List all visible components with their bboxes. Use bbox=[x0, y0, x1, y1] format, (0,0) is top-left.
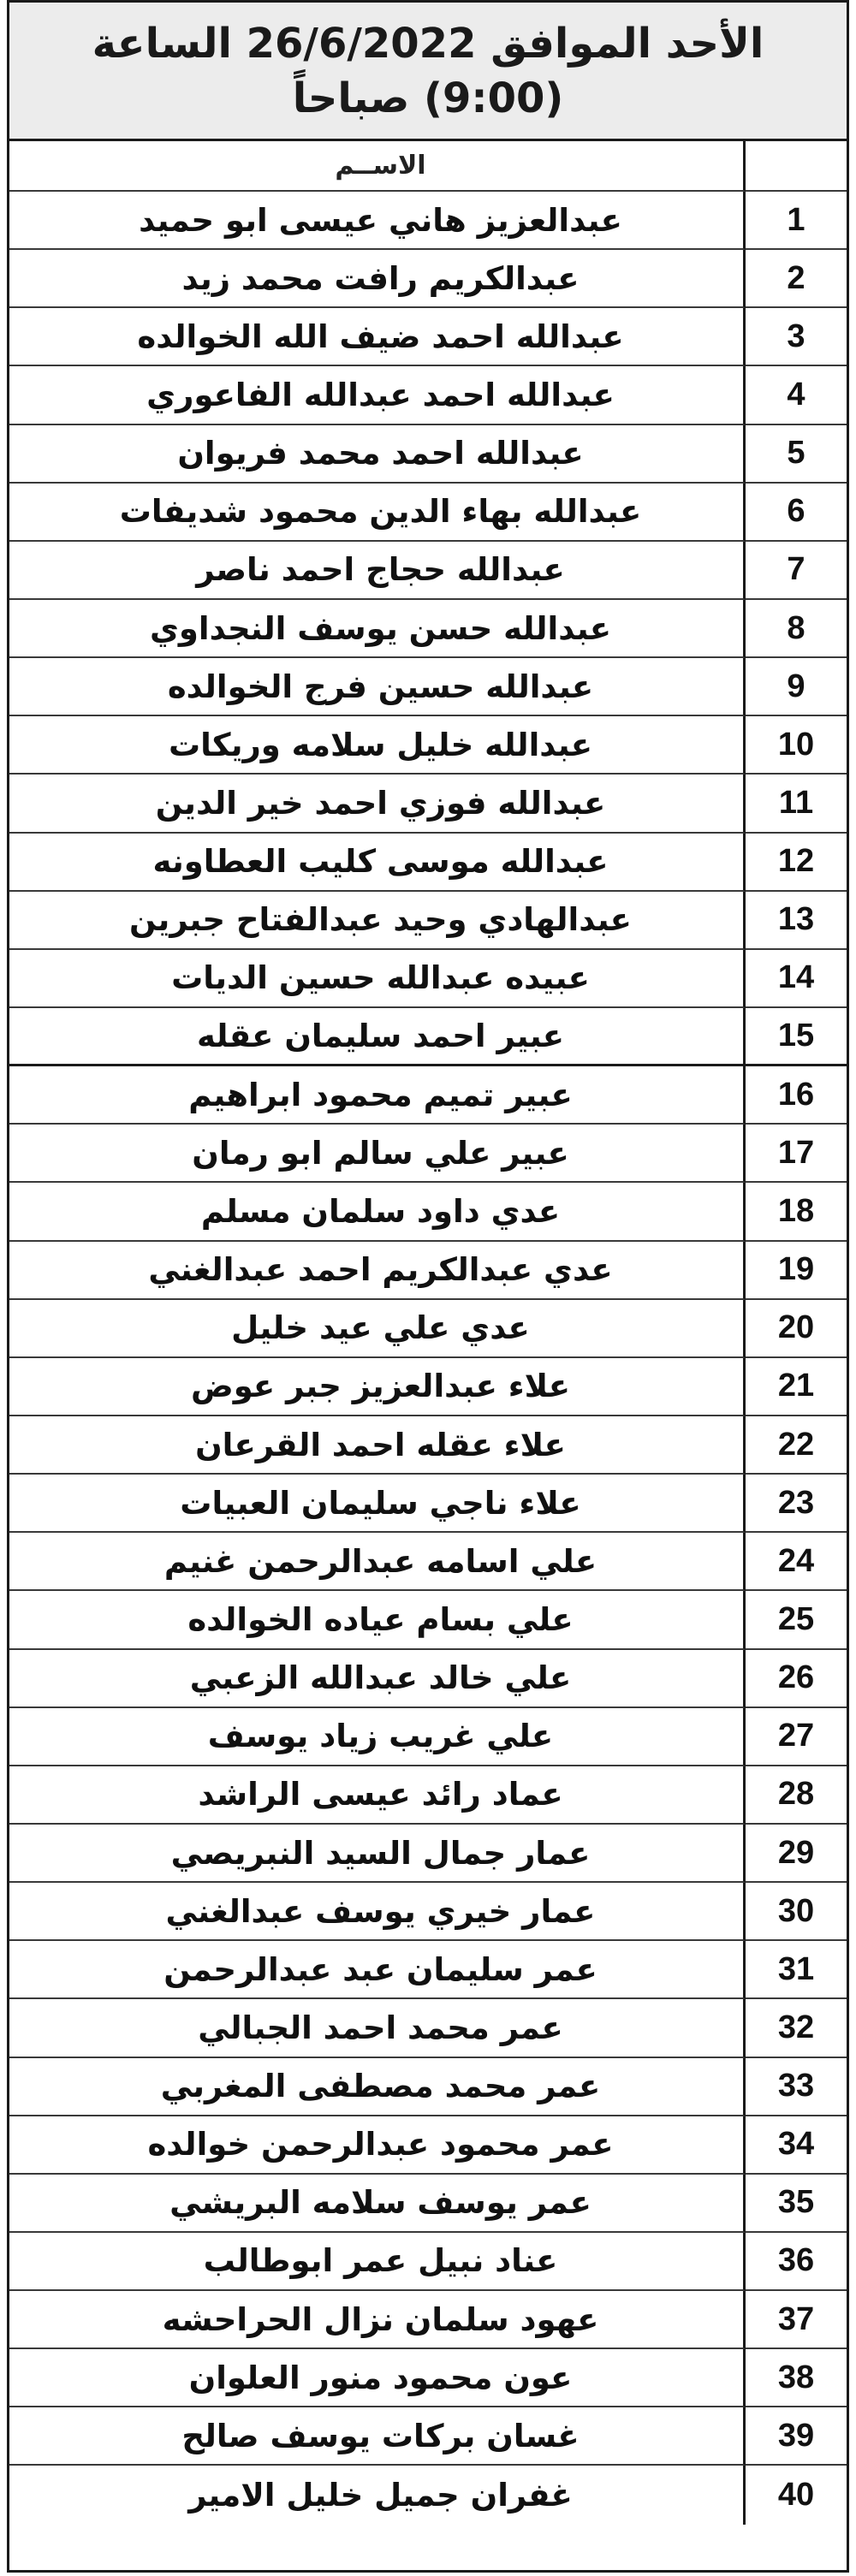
person-name: علي غريب زياد يوسف bbox=[207, 1718, 554, 1755]
name-cell bbox=[9, 2175, 746, 2233]
number-cell bbox=[746, 250, 847, 308]
row-number: 20 bbox=[777, 1309, 815, 1346]
name-cell bbox=[9, 1183, 746, 1241]
row-number: 12 bbox=[777, 843, 815, 880]
number-cell bbox=[746, 1533, 847, 1591]
person-name: غفران جميل خليل الامير bbox=[188, 2477, 573, 2514]
person-name: عهود سلمان نزال الحراحشه bbox=[162, 2300, 599, 2338]
row-number: 38 bbox=[777, 2359, 815, 2395]
name-column-header: الاســم bbox=[9, 141, 746, 192]
row-number: 9 bbox=[787, 668, 805, 704]
row-number: 14 bbox=[777, 959, 815, 996]
name-cell bbox=[9, 2058, 746, 2116]
row-number: 36 bbox=[777, 2242, 815, 2279]
row-number: 17 bbox=[777, 1134, 815, 1171]
number-cell bbox=[746, 1125, 847, 1183]
person-name: عناد نبيل عمر ابوطالب bbox=[203, 2242, 558, 2280]
name-cell bbox=[9, 1358, 746, 1416]
number-cell bbox=[746, 1825, 847, 1883]
row-number: 37 bbox=[777, 2300, 815, 2337]
name-cell bbox=[9, 542, 746, 600]
number-cell bbox=[746, 1766, 847, 1825]
names-table bbox=[9, 141, 847, 2525]
name-cell bbox=[9, 1066, 746, 1125]
person-name: عبدالله فوزي احمد خير الدين bbox=[155, 784, 606, 822]
name-cell bbox=[9, 1125, 746, 1183]
number-cell bbox=[746, 2116, 847, 2175]
person-name: عبدالله احمد عبدالله الفاعوري bbox=[146, 376, 615, 413]
row-number: 23 bbox=[777, 1484, 815, 1521]
number-cell bbox=[746, 1883, 847, 1941]
person-name: عبدالله احمد ضيف الله الخوالده bbox=[137, 318, 624, 355]
number-cell bbox=[746, 1066, 847, 1125]
person-name: عبدالله حسن يوسف النجداوي bbox=[150, 609, 611, 647]
row-number: 34 bbox=[777, 2126, 815, 2163]
person-name: علاء عقله احمد القرعان bbox=[195, 1426, 566, 1463]
person-name: عدي علي عيد خليل bbox=[231, 1309, 530, 1347]
person-name: علي اسامه عبدالرحمن غنيم bbox=[163, 1542, 597, 1580]
row-number: 3 bbox=[787, 318, 805, 354]
person-name: عبدالكريم رافت محمد زيد bbox=[181, 259, 580, 297]
row-number: 4 bbox=[787, 376, 805, 413]
number-cell bbox=[746, 775, 847, 833]
person-name: عبدالله خليل سلامه وريكات bbox=[168, 726, 593, 763]
name-cell bbox=[9, 192, 746, 250]
row-number: 27 bbox=[777, 1718, 815, 1754]
name-cell bbox=[9, 1533, 746, 1591]
number-cell bbox=[746, 484, 847, 542]
number-cell bbox=[746, 950, 847, 1008]
name-cell bbox=[9, 775, 746, 833]
number-cell bbox=[746, 2058, 847, 2116]
row-number: 32 bbox=[777, 2009, 815, 2045]
person-name: عمار خيري يوسف عبدالغني bbox=[165, 1892, 596, 1930]
name-cell bbox=[9, 1475, 746, 1533]
row-number: 25 bbox=[777, 1600, 815, 1637]
number-cell bbox=[746, 2233, 847, 2291]
person-name: عبدالله احمد محمد فريوان bbox=[177, 435, 584, 472]
number-cell bbox=[746, 1475, 847, 1533]
number-cell bbox=[746, 1941, 847, 1999]
person-name: عبيده عبدالله حسين الديات bbox=[171, 959, 590, 997]
name-cell bbox=[9, 1008, 746, 1066]
number-cell bbox=[746, 1591, 847, 1649]
number-cell bbox=[746, 2291, 847, 2349]
name-cell bbox=[9, 425, 746, 484]
row-number: 19 bbox=[777, 1251, 815, 1288]
number-cell bbox=[746, 1708, 847, 1766]
name-cell bbox=[9, 1825, 746, 1883]
row-number: 2 bbox=[787, 259, 805, 296]
number-cell bbox=[746, 2466, 847, 2524]
person-name: علي بسام عياده الخوالده bbox=[187, 1600, 574, 1638]
name-cell bbox=[9, 716, 746, 775]
person-name: عبدالعزيز هاني عيسى ابو حميد bbox=[139, 201, 622, 239]
person-name: عدي داود سلمان مسلم bbox=[200, 1192, 561, 1230]
name-cell bbox=[9, 834, 746, 892]
number-cell bbox=[746, 2175, 847, 2233]
number-cell bbox=[746, 366, 847, 424]
name-cell bbox=[9, 1300, 746, 1358]
person-name: عبدالله حسين فرج الخوالده bbox=[167, 668, 594, 705]
number-cell bbox=[746, 2407, 847, 2466]
person-name: عبدالله حجاج احمد ناصر bbox=[196, 551, 565, 589]
person-name: عبدالله موسى كليب العطاونه bbox=[152, 843, 609, 881]
person-name: عبدالهادي وحيد عبدالفتاح جبرين bbox=[129, 901, 632, 939]
row-number: 30 bbox=[777, 1892, 815, 1929]
person-name: عمر محمد احمد الجبالي bbox=[198, 2009, 563, 2046]
schedule-time-line: (9:00) صباحاً bbox=[292, 74, 564, 122]
name-cell bbox=[9, 892, 746, 950]
name-cell bbox=[9, 1708, 746, 1766]
person-name: عدي عبدالكريم احمد عبدالغني bbox=[148, 1251, 613, 1289]
name-cell bbox=[9, 308, 746, 366]
person-name: عمر محمد مصطفى المغربي bbox=[160, 2068, 601, 2105]
person-name: عمار جمال السيد النبريصي bbox=[170, 1834, 591, 1872]
row-number: 21 bbox=[777, 1368, 815, 1404]
row-number: 33 bbox=[777, 2068, 815, 2104]
person-name: عبير علي سالم ابو رمان bbox=[192, 1134, 569, 1172]
name-cell bbox=[9, 658, 746, 716]
person-name: عمر محمود عبدالرحمن خوالده bbox=[147, 2126, 614, 2163]
number-cell bbox=[746, 1242, 847, 1300]
row-number: 11 bbox=[778, 784, 814, 821]
row-number: 15 bbox=[777, 1018, 815, 1054]
person-name: عبدالله بهاء الدين محمود شديفات bbox=[119, 493, 642, 531]
number-cell bbox=[746, 308, 847, 366]
name-cell bbox=[9, 1242, 746, 1300]
person-name: عمر يوسف سلامه البريشي bbox=[169, 2184, 591, 2222]
number-cell bbox=[746, 2349, 847, 2407]
row-number: 13 bbox=[777, 901, 815, 938]
row-number: 26 bbox=[777, 1659, 815, 1696]
name-cell bbox=[9, 2116, 746, 2175]
number-cell bbox=[746, 1183, 847, 1241]
name-cell bbox=[9, 1416, 746, 1475]
row-number: 22 bbox=[777, 1426, 815, 1463]
person-name: عمر سليمان عبد عبدالرحمن bbox=[163, 1950, 597, 1988]
number-cell bbox=[746, 1300, 847, 1358]
name-list-sheet bbox=[7, 0, 849, 2573]
person-name: عبير احمد سليمان عقله bbox=[197, 1018, 564, 1055]
number-cell bbox=[746, 1358, 847, 1416]
name-cell bbox=[9, 2291, 746, 2349]
schedule-date-line: الأحد الموافق 26/6/2022 الساعة bbox=[92, 19, 764, 68]
person-name: عون محمود منور العلوان bbox=[188, 2359, 573, 2396]
row-number: 8 bbox=[787, 609, 805, 646]
name-cell bbox=[9, 2407, 746, 2466]
number-cell bbox=[746, 1416, 847, 1475]
number-cell bbox=[746, 542, 847, 600]
person-name: علاء ناجي سليمان العبيات bbox=[180, 1484, 581, 1522]
row-number: 16 bbox=[777, 1076, 815, 1113]
number-cell bbox=[746, 892, 847, 950]
person-name: عماد رائد عيسى الراشد bbox=[198, 1776, 563, 1813]
row-number: 6 bbox=[787, 493, 805, 530]
row-number: 35 bbox=[777, 2184, 815, 2221]
row-number: 5 bbox=[787, 435, 805, 472]
name-cell bbox=[9, 2349, 746, 2407]
name-cell bbox=[9, 1650, 746, 1708]
name-cell bbox=[9, 1941, 746, 1999]
number-cell bbox=[746, 192, 847, 250]
row-number: 1 bbox=[787, 201, 805, 238]
person-name: علاء عبدالعزيز جبر عوض bbox=[190, 1368, 571, 1405]
row-number: 40 bbox=[777, 2477, 815, 2514]
number-cell bbox=[746, 658, 847, 716]
name-cell bbox=[9, 1999, 746, 2057]
name-cell bbox=[9, 2233, 746, 2291]
number-column-header bbox=[746, 141, 847, 192]
name-cell bbox=[9, 366, 746, 424]
name-cell bbox=[9, 950, 746, 1008]
row-number: 39 bbox=[777, 2417, 815, 2454]
number-cell bbox=[746, 716, 847, 775]
number-cell bbox=[746, 425, 847, 484]
name-cell bbox=[9, 1591, 746, 1649]
number-cell bbox=[746, 1008, 847, 1066]
name-cell bbox=[9, 2466, 746, 2524]
number-cell bbox=[746, 834, 847, 892]
schedule-header bbox=[9, 3, 847, 141]
name-cell bbox=[9, 250, 746, 308]
person-name: غسان بركات يوسف صالح bbox=[181, 2417, 580, 2454]
row-number: 31 bbox=[777, 1950, 815, 1987]
row-number: 18 bbox=[777, 1192, 815, 1229]
row-number: 29 bbox=[777, 1834, 815, 1871]
name-cell bbox=[9, 1766, 746, 1825]
name-cell bbox=[9, 600, 746, 658]
number-cell bbox=[746, 1999, 847, 2057]
row-number: 24 bbox=[777, 1542, 815, 1579]
row-number: 28 bbox=[777, 1776, 815, 1813]
number-cell bbox=[746, 600, 847, 658]
person-name: علي خالد عبدالله الزعبي bbox=[189, 1659, 572, 1697]
person-name: عبير تميم محمود ابراهيم bbox=[188, 1076, 573, 1113]
name-cell bbox=[9, 484, 746, 542]
number-cell bbox=[746, 1650, 847, 1708]
name-cell bbox=[9, 1883, 746, 1941]
row-number: 7 bbox=[787, 551, 805, 588]
row-number: 10 bbox=[777, 726, 815, 763]
